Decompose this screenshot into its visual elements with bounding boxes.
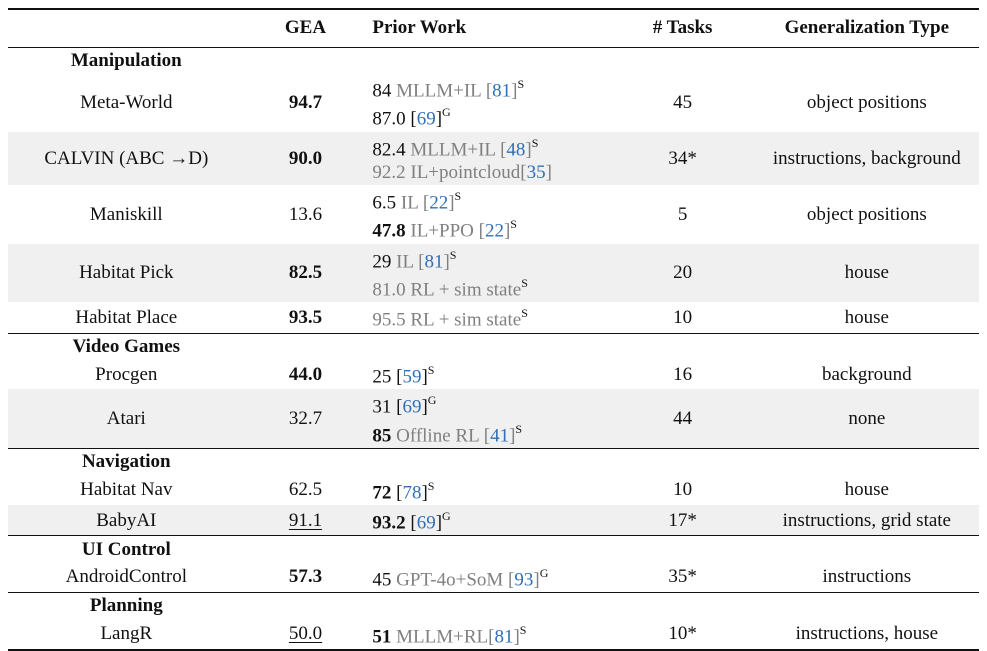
empty-cell [245, 449, 367, 475]
citation-ref: 69 [416, 512, 436, 534]
source-superscript: S [454, 188, 462, 203]
prior-work-line [372, 214, 604, 242]
prior-work-line [372, 161, 604, 184]
gea-score: 91.1 [245, 505, 367, 536]
citation-ref: 69 [416, 108, 436, 130]
prior-text: ] [421, 396, 428, 418]
prior-work [366, 302, 610, 333]
generalization-type: instructions, house [795, 623, 939, 645]
prior-work [366, 562, 610, 593]
empty-cell [366, 449, 610, 475]
source-superscript: G [427, 393, 437, 408]
empty-cell [755, 47, 979, 73]
empty-cell [611, 536, 755, 562]
prior-work-line [372, 563, 604, 591]
num-tasks: 35* [668, 566, 697, 588]
prior-text: 95.5 [372, 309, 411, 331]
generalization-type: background [821, 363, 912, 385]
benchmark-name: Habitat Place [75, 306, 178, 328]
prior-work-line [372, 245, 604, 273]
header-benchmark [8, 9, 245, 47]
table-row [8, 132, 979, 185]
generalization-type: instructions, grid state [755, 505, 979, 536]
empty-cell [366, 47, 610, 73]
empty-cell [611, 449, 755, 475]
prior-work-line [372, 506, 604, 534]
empty-cell [366, 333, 610, 359]
prior-work [366, 73, 610, 132]
prior-text: 81.0 [372, 279, 411, 301]
empty-cell [611, 593, 755, 619]
gea-score: 50.0 [288, 623, 323, 645]
section-title: UI Control [81, 538, 171, 560]
prior-work [366, 359, 610, 389]
prior-text: ] [435, 512, 443, 534]
citation-ref: 78 [402, 481, 422, 503]
prior-text: 31 [ [372, 396, 403, 418]
citation-ref: 81 [494, 625, 514, 647]
num-tasks: 10 [673, 479, 693, 501]
generalization-type: none [755, 389, 979, 448]
table-row [8, 619, 979, 650]
prior-text: 25 [ [372, 366, 403, 388]
header-gea: GEA [284, 17, 327, 39]
citation-ref: 81 [424, 250, 444, 272]
citation-ref: 22 [484, 220, 504, 242]
num-tasks: 5 [677, 203, 688, 225]
empty-cell [245, 593, 367, 619]
prior-work [366, 389, 610, 448]
prior-text: ] [503, 220, 511, 242]
benchmark-name: Habitat Nav [80, 479, 173, 501]
source-superscript: S [521, 275, 528, 290]
prior-text: ] [421, 481, 428, 503]
citation-ref: 93 [514, 569, 534, 591]
prior-text: ] [448, 192, 455, 214]
prior-text: ] [421, 366, 428, 388]
prior-text: MLLM+IL [ [396, 80, 493, 102]
num-tasks: 20 [611, 244, 755, 303]
prior-text: IL [ [400, 192, 430, 214]
section-title: Navigation [81, 451, 171, 473]
generalization-type: house [844, 479, 889, 501]
generalization-type: house [844, 306, 889, 328]
source-superscript: S [449, 247, 457, 262]
prior-text: 93.2 [372, 512, 406, 534]
prior-text: ] [511, 80, 518, 102]
citation-ref: 59 [402, 366, 422, 388]
prior-text: ] [509, 425, 516, 447]
citation-ref: 48 [506, 138, 526, 160]
gea-score: 93.5 [288, 306, 323, 328]
generalization-type: instructions [822, 566, 912, 588]
prior-work [366, 505, 610, 536]
table-row [8, 302, 979, 333]
prior-text: MLLM+RL[ [391, 625, 495, 647]
prior-work-line [372, 390, 604, 418]
empty-cell [245, 536, 367, 562]
empty-cell [611, 333, 755, 359]
gea-score: 82.5 [245, 244, 367, 303]
gea-score: 44.0 [288, 363, 323, 385]
generalization-type: house [755, 244, 979, 303]
table-row [8, 359, 979, 389]
benchmark-name: Habitat Pick [8, 244, 245, 303]
empty-cell [755, 333, 979, 359]
prior-work-line [372, 360, 604, 388]
prior-text: ] [443, 250, 450, 272]
generalization-type: object positions [806, 203, 927, 225]
empty-cell [611, 47, 755, 73]
gea-score: 94.7 [288, 91, 323, 113]
prior-text: RL + sim state [410, 309, 522, 331]
gea-score: 62.5 [288, 479, 323, 501]
prior-text: ] [435, 108, 443, 130]
header-generalization-type: Generalization Type [784, 17, 950, 39]
section-header-row [8, 536, 979, 562]
prior-work-line [372, 476, 604, 504]
num-tasks: 45 [673, 91, 693, 113]
table-row [8, 562, 979, 593]
num-tasks: 44 [611, 389, 755, 448]
table-row [8, 73, 979, 132]
section-header-row [8, 593, 979, 619]
num-tasks: 10* [668, 623, 697, 645]
prior-text: GPT-4o+SoM [ [396, 569, 515, 591]
empty-cell [755, 449, 979, 475]
section-header-row [8, 47, 979, 73]
prior-text: 87.0 [ [372, 108, 417, 130]
prior-text: RL + sim state [410, 279, 522, 301]
prior-work [366, 132, 610, 185]
prior-text: Offline RL [ [391, 425, 491, 447]
prior-text: 85 [372, 425, 392, 447]
source-superscript: S [515, 421, 523, 436]
empty-cell [755, 593, 979, 619]
gea-score: 57.3 [288, 566, 323, 588]
prior-work-line [372, 186, 604, 214]
source-superscript: S [521, 306, 528, 321]
citation-ref: 41 [490, 425, 510, 447]
source-superscript: S [517, 77, 525, 91]
num-tasks: 17* [611, 505, 755, 536]
prior-text: ] [525, 138, 532, 160]
prior-text: 82.4 [372, 138, 411, 160]
header-row [8, 9, 979, 47]
source-superscript: G [539, 565, 549, 580]
source-superscript: S [510, 217, 517, 232]
source-superscript: G [442, 105, 451, 120]
prior-work-line [372, 102, 604, 130]
prior-work-line [372, 620, 604, 648]
prior-text: 92.2 [372, 161, 411, 183]
benchmark-name: LangR [100, 623, 153, 645]
table-row [8, 185, 979, 244]
benchmark-name: Meta-World [80, 91, 173, 113]
benchmark-name: Procgen [95, 363, 158, 385]
table-row [8, 244, 979, 303]
prior-work-line [372, 303, 604, 331]
table-row [8, 505, 979, 536]
empty-cell [755, 536, 979, 562]
num-tasks: 10 [673, 306, 693, 328]
prior-work [366, 185, 610, 244]
prior-work-line [372, 74, 604, 102]
benchmark-name: AndroidControl [65, 566, 187, 588]
section-title: Planning [89, 595, 163, 617]
source-superscript: S [427, 478, 435, 493]
citation-ref: 81 [492, 80, 512, 102]
prior-text: ] [513, 625, 520, 647]
benchmark-name: Maniskill [89, 203, 163, 225]
benchmark-name: CALVIN (ABC →D) [8, 132, 245, 185]
section-header-row [8, 333, 979, 359]
prior-work-line [372, 419, 604, 447]
empty-cell [245, 47, 367, 73]
source-superscript: S [531, 135, 539, 150]
prior-text: 47.8 [372, 220, 406, 242]
prior-text: 6.5 [372, 192, 401, 214]
empty-cell [245, 333, 367, 359]
benchmark-name: Atari [8, 389, 245, 448]
generalization-type: instructions, background [755, 132, 979, 185]
prior-text: MLLM+IL [ [410, 138, 507, 160]
gea-score: 90.0 [245, 132, 367, 185]
prior-text: 51 [372, 625, 392, 647]
header-num-tasks: # Tasks [652, 17, 713, 39]
section-title: Manipulation [70, 49, 182, 71]
prior-work [366, 244, 610, 303]
prior-text: 45 [372, 569, 397, 591]
prior-text: 72 [372, 481, 392, 503]
citation-ref: 69 [402, 396, 422, 418]
prior-work [366, 619, 610, 650]
prior-text: IL [ [396, 250, 425, 272]
source-superscript: G [442, 508, 451, 523]
section-title: Video Games [72, 335, 181, 357]
source-superscript: S [519, 622, 527, 637]
prior-text: ] [533, 569, 540, 591]
prior-text: IL+pointcloud[ [410, 161, 527, 183]
prior-work-line [372, 133, 604, 161]
empty-cell [366, 536, 610, 562]
table-body [8, 47, 979, 650]
gea-score: 32.7 [245, 389, 367, 448]
empty-cell [366, 593, 610, 619]
prior-text: ] [545, 161, 552, 183]
table-row [8, 389, 979, 448]
num-tasks: 34* [611, 132, 755, 185]
header-prior-work: Prior Work [372, 17, 467, 39]
prior-text: [ [405, 512, 417, 534]
prior-text: [ [391, 481, 403, 503]
results-table [8, 8, 979, 651]
citation-ref: 35 [526, 161, 546, 183]
prior-work-line [372, 273, 604, 301]
section-header-row [8, 449, 979, 475]
prior-text: 29 [372, 250, 397, 272]
citation-ref: 22 [429, 192, 449, 214]
table-row [8, 475, 979, 505]
gea-score: 13.6 [288, 203, 323, 225]
prior-text: IL+PPO [ [405, 220, 485, 242]
source-superscript: S [427, 363, 435, 378]
prior-work [366, 475, 610, 505]
benchmark-name: BabyAI [8, 505, 245, 536]
generalization-type: object positions [806, 91, 927, 113]
prior-text: 84 [372, 80, 397, 102]
num-tasks: 16 [673, 363, 693, 385]
